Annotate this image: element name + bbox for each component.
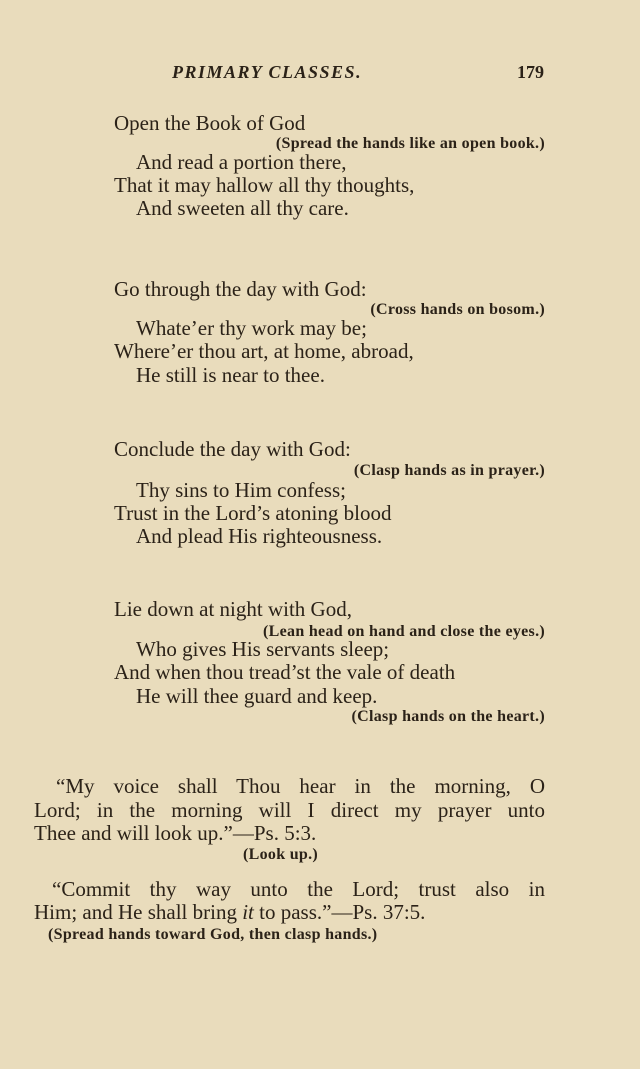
italic-word: it [242,900,254,924]
stage-direction: (Cross hands on bosom.) [370,301,545,318]
verse-line: And plead His righteousness. [136,524,383,548]
prose-text: Him; and He shall bring [34,900,237,924]
verse-line: He will thee guard and keep. [136,684,378,708]
prose-line: “My voice shall Thou hear in the morning, O [56,774,545,798]
prose-line [34,900,425,924]
verse-line: Open the Book of God [114,111,306,135]
verse-line: And sweeten all thy care. [136,196,349,220]
prose-line: Thee and will look up.”—Ps. 5:3. [34,821,317,845]
verse-line: Where’er thou art, at home, abroad, [114,339,414,363]
verse-line: He still is near to thee. [136,363,325,387]
prose-line: Lord; in the morning will I direct my prayer unto [34,798,545,822]
stage-direction: (Clasp hands on the heart.) [351,708,545,725]
verse-line: Trust in the Lord’s atoning blood [114,501,392,525]
verse-line: That it may hallow all thy thoughts, [114,173,415,197]
verse-line: Lie down at night with God, [114,597,352,621]
verse-line: Whate’er thy work may be; [136,316,367,340]
stage-direction: (Clasp hands as in prayer.) [353,462,545,479]
verse-line: And when thou tread’st the vale of death [114,660,456,684]
verse-line: And read a portion there, [136,150,347,174]
stage-direction: (Spread hands toward God, then clasp hands.) [48,926,378,943]
running-title: PRIMARY CLASSES. [172,62,363,82]
verse-line: Go through the day with God: [114,277,367,301]
page-number: 179 [517,62,544,82]
prose-text: to pass.”—Ps. 37:5. [259,900,426,924]
verse-line: Conclude the day with God: [114,437,351,461]
verse-line: Thy sins to Him confess; [136,478,346,502]
verse-line: Who gives His servants sleep; [136,637,390,661]
stage-direction: (Lean head on hand and close the eyes.) [263,623,545,640]
stage-direction: (Look up.) [243,846,319,863]
prose-line: “Commit thy way unto the Lord; trust also in [52,877,545,901]
stage-direction: (Spread the hands like an open book.) [275,135,545,152]
